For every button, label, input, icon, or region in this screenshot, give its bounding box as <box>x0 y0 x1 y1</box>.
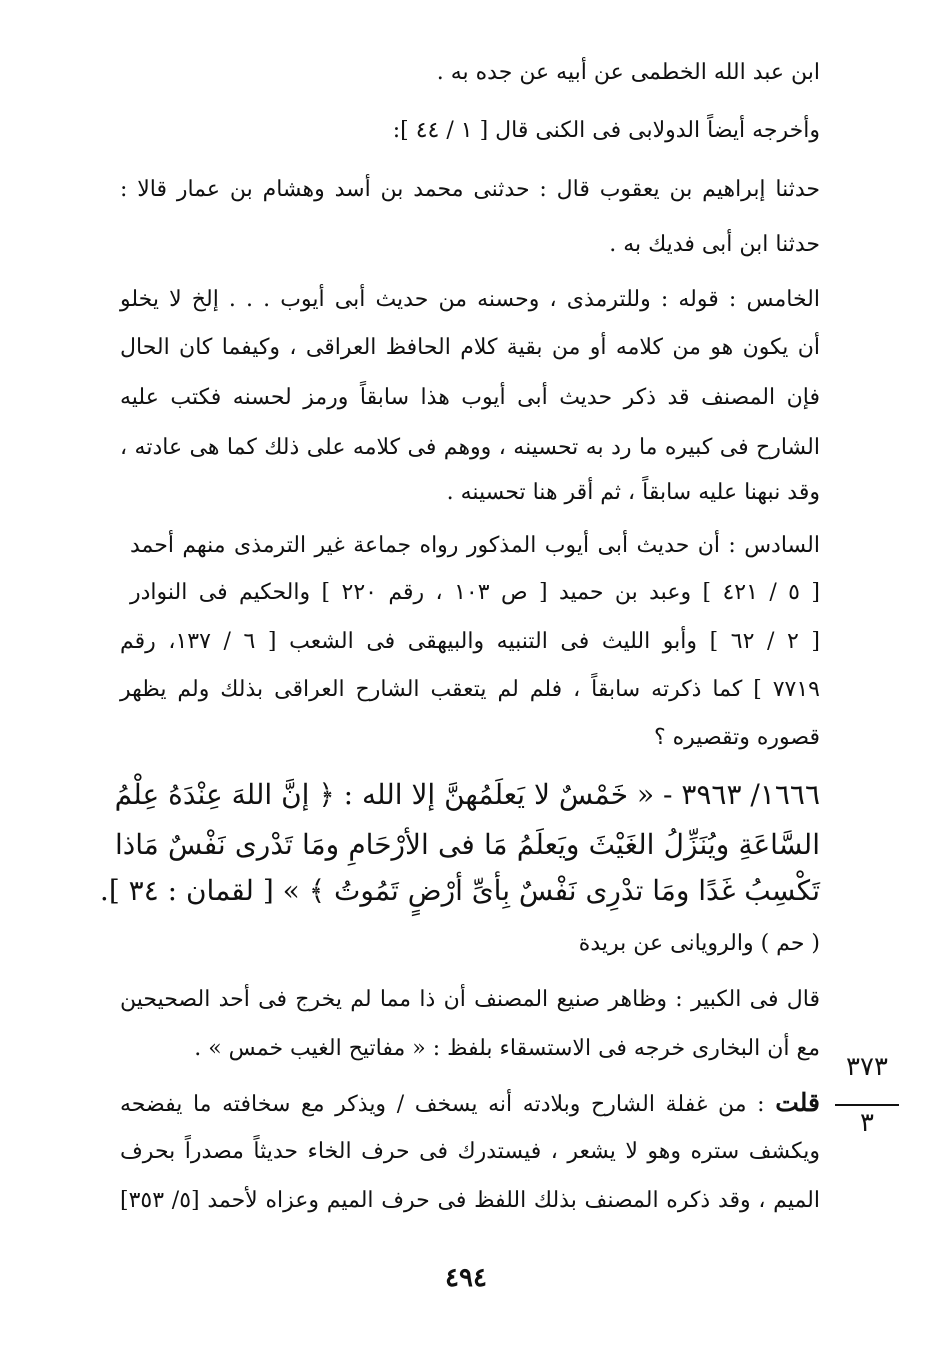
text-line: حدثنا إبراهيم بن يعقوب قال : حدثنى محمد بن أسد وهشام بن عمار قالا : <box>120 177 820 202</box>
text-line: الميم ، وقد ذكره المصنف بذلك اللفظ فى حرف الميم وعزاه لأحمد [٥/ ٣٥٣] <box>120 1188 820 1213</box>
text-line: قال فى الكبير : وظاهر صنيع المصنف أن ذا مما لم يخرج فى أحد الصحيحين <box>120 987 820 1012</box>
text-span: : من غفلة الشارح وبلادته أنه يسخف / ويذكر مع سخافته ما يفضحه <box>120 1092 765 1117</box>
text-line: وقد نبهنا عليه سابقاً ، ثم أقر هنا تحسينه . <box>446 480 820 505</box>
hadith-text-line: ١٦٦٦/ ٣٩٦٣ - « خَمْسٌ لا يَعلَمُهنَّ إلا الله : ﴿ إنَّ اللهَ عِنْدَهُ عِلْمُ <box>114 778 820 811</box>
text-line: [ ٢ / ٦٢ ] وأبو الليث فى التنبيه والبيهقى فى الشعب [ ٦ / ١٣٧، رقم <box>120 629 821 654</box>
text-line: وأخرجه أيضاً الدولابى فى الكنى قال [ ١ / ٤٤ ]: <box>392 118 820 143</box>
source-citation: ( حم ) والرويانى عن بريدة <box>578 931 820 956</box>
text-line: قصوره وتقصيره ؟ <box>653 725 820 750</box>
hadith-text-line: السَّاعَةِ ويُنَزِّلُ الغَيْثَ ويَعلَمُ مَا فى الأرْحَامِ ومَا تَدْرى نَفْسٌ مَاذا <box>115 828 820 861</box>
margin-divider <box>835 1104 899 1106</box>
text-line: ٧٧١٩ ] كما ذكرته سابقاً ، فلم لم يتعقب الشارح العراقى بذلك ولم يظهر <box>120 677 820 702</box>
text-line: ويكشف ستره وهو لا يشعر ، فيستدرك فى حرف الخاء حديثاً مصدراً بحرف <box>120 1139 820 1164</box>
text-line: حدثنا ابن أبى فديك به . <box>609 232 820 257</box>
qult-heading: قلت <box>775 1088 820 1117</box>
text-line: فإن المصنف قد ذكر حديث أبى أيوب هذا سابقاً ورمز لحسنه فكتب عليه <box>120 385 820 410</box>
text-line <box>120 1088 820 1120</box>
text-line: الخامس : قوله : وللترمذى ، وحسنه من حديث أبى أيوب . . . إلخ لا يخلو <box>120 287 820 312</box>
text-line: السادس : أن حديث أبى أيوب المذكور رواه جماعة غير الترمذى منهم أحمد <box>130 533 820 558</box>
text-line: مع أن البخارى خرجه فى الاستسقاء بلفظ : « مفاتيح الغيب خمس » . <box>194 1036 820 1061</box>
margin-page-ref-bottom: ٣ <box>860 1108 874 1138</box>
text-line: الشارح فى كبيره ما رد به تحسينه ، ووهم فى كلامه على ذلك كما هى عادته ، <box>120 435 820 460</box>
margin-page-ref-top: ٣٧٣ <box>846 1052 888 1082</box>
text-line: [ ٥ / ٤٢١ ] وعبد بن حميد [ ص ١٠٣ ، رقم ٢٢٠ ] والحكيم فى النوادر <box>130 580 820 605</box>
text-line: ابن عبد الله الخطمى عن أبيه عن جده به . <box>436 60 820 85</box>
text-line: أن يكون هو من كلامه أو من بقية كلام الحافظ العراقى ، وكيفما كان الحال <box>120 335 820 360</box>
page-number: ٤٩٤ <box>445 1263 487 1293</box>
hadith-text-line: تَكْسِبُ غَدًا ومَا تدْرِى نَفْسٌ بِأىِّ أرْضٍ تَمُوتُ ﴾ » [ لقمان : ٣٤ ]. <box>99 874 820 907</box>
